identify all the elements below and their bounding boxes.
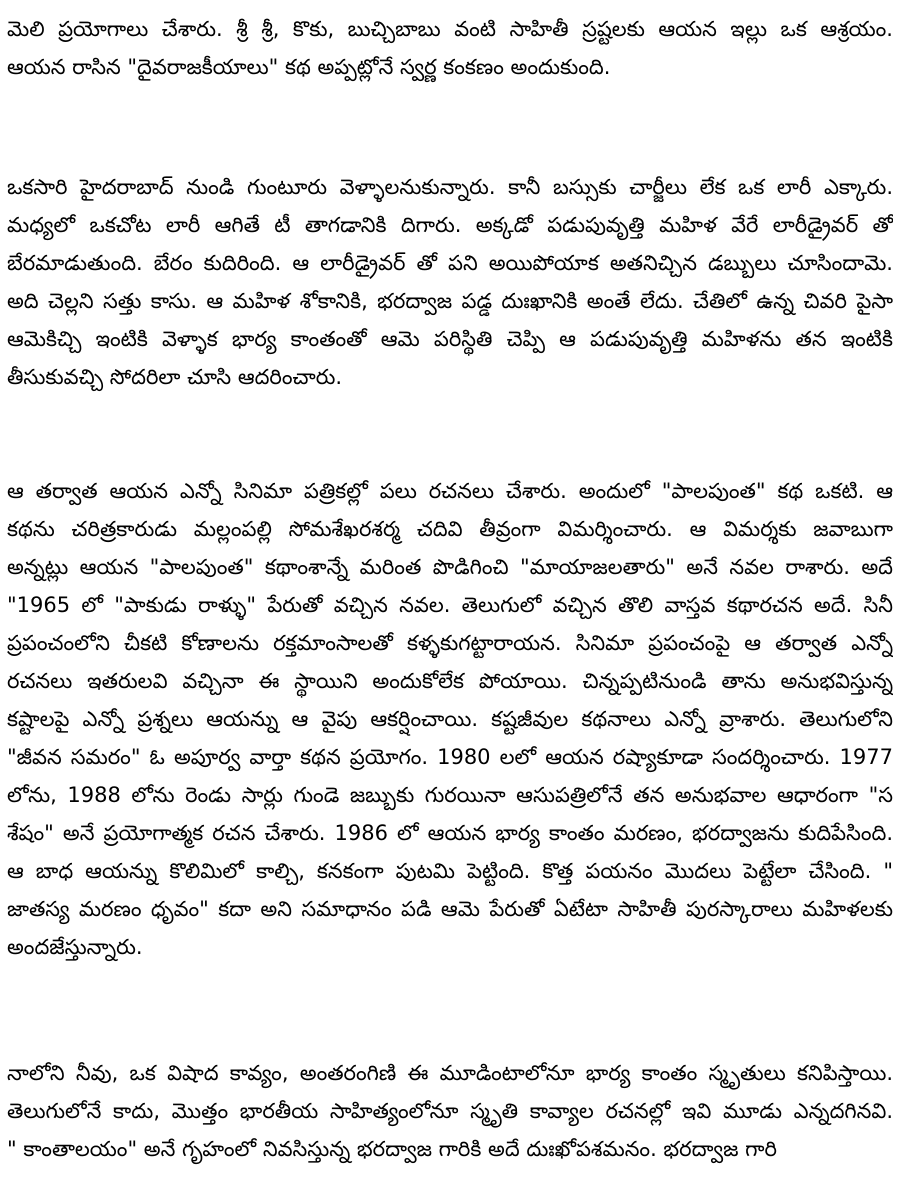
text-line: " కాంతాలయం" అనే గృహంలో నివసిస్తున్న భరద్వాజ గారికి అదే దుఃఖోపశమనం. భరద్వాజ గారి — [7, 1137, 777, 1161]
text-line: మెలి ప్రయోగాలు చేశారు. శ్రీ శ్రీ, కొకు, బుచ్చిబాబు వంటి సాహితీ స్రష్టలకు ఆయన ఇల్లు ఒక ఆశ్రయం. — [7, 17, 893, 41]
text-line: బేరమాడుతుంది. బేరం కుదిరింది. ఆ లారీడ్రైవర్ తో పని అయిపోయాక అతనిచ్చిన డబ్బులు చూసిందామె. — [7, 251, 893, 275]
text-line: నాలోని నీవు, ఒక విషాద కావ్యం, అంతరంగిణి ఈ మూడింటాలోనూ భార్య కాంతం స్మృతులు కనిపిస్తాయి. — [7, 1061, 893, 1085]
paragraph-2 — [7, 168, 893, 396]
text-line: తీసుకువచ్చి సోదరిలా చూసి ఆదరించారు. — [7, 365, 343, 389]
text-line: జాతస్య మరణం ధృవం" కదా అని సమాధానం పడి ఆమె పేరుతో ఏటేటా సాహితీ పురస్కారాలు మహిళలకు — [7, 897, 893, 921]
text-line: లోను, 1988 లోను రెండు సార్లు గుండె జబ్బుకు గురయినా ఆసుపత్రిలోనే తన అనుభవాల ఆధారంగా "స — [7, 783, 893, 807]
text-line: ఒకసారి హైదరాబాద్ నుండి గుంటూరు వెళ్ళాలనుకున్నారు. కానీ బస్సుకు చార్జీలు లేక ఒక లారీ ఎక్కారు. — [7, 175, 893, 199]
text-line: ప్రపంచంలోని చీకటి కోణాలను రక్తమాంసాలతో కళ్ళకుగట్టారాయన. సినిమా ప్రపంచంపై ఆ తర్వాత ఎన్నో — [7, 631, 893, 655]
text-line: కథను చరిత్రకారుడు మల్లంపల్లి సోమశేఖరశర్మ చదివి తీవ్రంగా విమర్శించారు. ఆ విమర్శకు జవాబుగా — [7, 517, 893, 541]
text-line: ఆ తర్వాత ఆయన ఎన్నో సినిమా పత్రికల్లో పలు రచనలు చేశారు. అందులో "పాలపుంత" కథ ఒకటి. ఆ — [7, 479, 893, 503]
text-line: "జీవన సమరం" ఓ అపూర్వ వార్తా కథన ప్రయోగం. 1980 లలో ఆయన రష్యాకూడా సందర్శించారు. 1977 — [7, 745, 893, 769]
text-line: ఆ బాధ ఆయన్ను కొలిమిలో కాల్చి, కనకంగా పుటమి పెట్టింది. కొత్త పయనం మొదలు పెట్టేలా చేసింది. " — [7, 859, 893, 883]
text-line: ఆయన రాసిన "దైవరాజకీయాలు" కథ అప్పట్లోనే స్వర్ణ కంకణం అందుకుంది. — [7, 55, 611, 79]
paragraph-4 — [7, 1054, 893, 1168]
text-line: అన్నట్లు ఆయన "పాలపుంత" కథాంశాన్నే మరింత పొడిగించి "మాయాజలతారు" అనే నవల రాశారు. అదే — [7, 555, 893, 579]
paragraph-1 — [7, 10, 893, 86]
text-line: అది చెల్లని సత్తు కాసు. ఆ మహిళ శోకానికి, భరద్వాజ పడ్డ దుఃఖానికి అంతే లేదు. చేతిలో ఉన్న చివరి పైసా — [7, 289, 893, 313]
text-line: రచనలు ఇతరులవి వచ్చినా ఈ స్థాయిని అందుకోలేక పోయాయి. చిన్నప్పటినుండి తాను అనుభవిస్తున్న — [7, 669, 893, 693]
text-line: అందజేస్తున్నారు. — [7, 935, 143, 959]
paragraph-3 — [7, 472, 893, 966]
text-line: తెలుగులోనే కాదు, మొత్తం భారతీయ సాహిత్యంలోనూ స్మృతి కావ్యాల రచనల్లో ఇవి మూడు ఎన్నదగినవి. — [7, 1099, 893, 1123]
text-line: మధ్యలో ఒకచోట లారీ ఆగితే టీ తాగడానికి దిగారు. అక్కడో పడుపువృత్తి మహిళ వేరే లారీడ్రైవర్ తో — [7, 213, 893, 237]
text-line: ఆమెకిచ్చి ఇంటికి వెళ్ళాక భార్య కాంతంతో ఆమె పరిస్థితి చెప్పి ఆ పడుపువృత్తి మహిళను తన ఇంటికి — [7, 327, 893, 351]
text-line: కష్టాలపై ఎన్నో ప్రశ్నలు ఆయన్ను ఆ వైపు ఆకర్షించాయి. కష్టజీవుల కథనాలు ఎన్నో వ్రాశారు. తెలుగులోని — [7, 707, 893, 731]
text-line: శేషం" అనే ప్రయోగాత్మక రచన చేశారు. 1986 లో ఆయన భార్య కాంతం మరణం, భరద్వాజను కుదిపేసింది. — [7, 821, 893, 845]
text-line: "1965 లో "పాకుడు రాళ్ళు" పేరుతో వచ్చిన నవల. తెలుగులో వచ్చిన తొలి వాస్తవ కథారచన అదే. సినీ — [7, 593, 893, 617]
